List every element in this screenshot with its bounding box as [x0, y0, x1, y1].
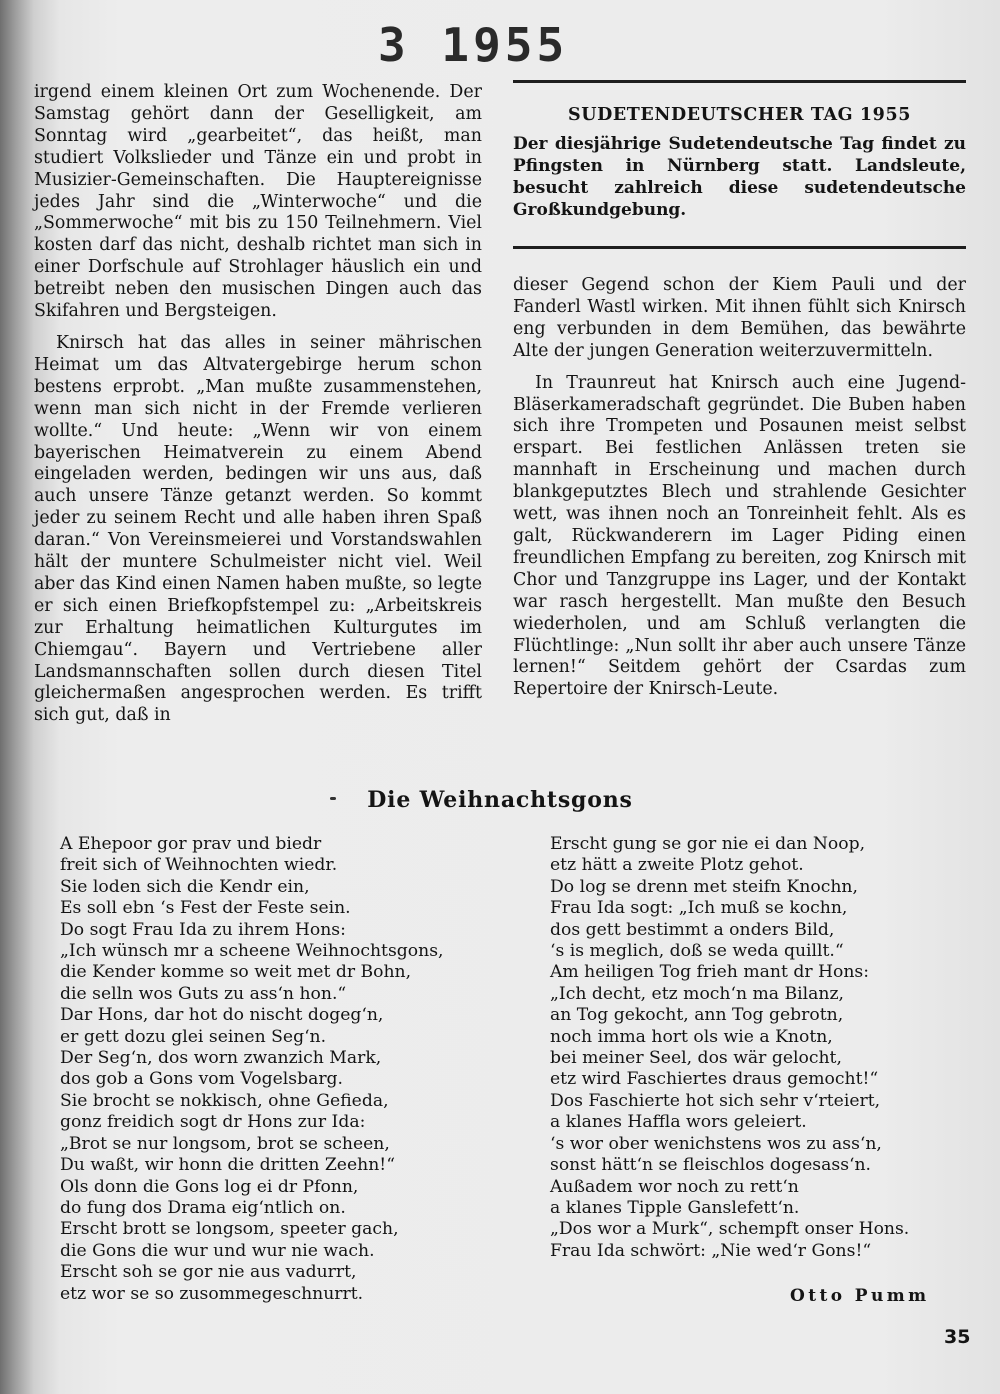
notice-box-bottom-rule — [513, 246, 966, 249]
article-paragraph: dieser Gegend schon der Kiem Pauli und der Fanderl Wastl wirken. Mit ihnen fühlt sich Knirsch eng verbunden in dem Bemühen, das bewährte Alte der jungen Generation weiterzuvermitteln. — [513, 275, 966, 361]
poem-line: Dar Hons, dar hot do nischt dogeg‘n, — [60, 1005, 384, 1026]
poem-line: Frau Ida schwört: „Nie wed‘r Gons!“ — [550, 1240, 872, 1261]
poem-line: Es soll ebn ‘s Fest der Feste sein. — [60, 898, 351, 919]
poem-line: die Gons die wur und wur nie wach. — [60, 1240, 375, 1261]
poem-left-stanza — [60, 834, 443, 1305]
poem-line: Erscht gung se gor nie ei dan Noop, — [550, 834, 866, 854]
poem-line: freit sich of Weihnochten wiedr. — [60, 855, 338, 876]
year-stamp: 3 1955 — [378, 18, 569, 72]
poem-line: ‘s is meglich, doß se weda quillt.“ — [550, 941, 844, 962]
poem-line: Sie loden sich die Kendr ein, — [60, 876, 310, 897]
poem-line: Außadem wor noch zu rett‘n — [550, 1176, 799, 1197]
poem-line: etz wird Faschiertes draus gemocht!“ — [550, 1069, 879, 1090]
poem-line: Sie brocht se nokkisch, ohne Gefieda, — [60, 1090, 389, 1111]
poem-line: bei meiner Seel, dos wär gelocht, — [550, 1048, 842, 1069]
notice-title: SUDETENDEUTSCHER TAG 1955 — [567, 105, 912, 125]
poem-line: Dos Faschierte hot sich sehr v‘rteiert, — [550, 1090, 881, 1111]
poem-line: „Brot se nur longsom, brot se scheen, — [60, 1133, 390, 1154]
poem-line: „Ich wünsch mr a scheene Weihnochtsgons, — [60, 941, 444, 962]
poem-line: die selln wos Guts zu ass‘n hon.“ — [60, 983, 347, 1004]
poem-line: Frau Ida sogt: „Ich muß se kochn, — [550, 898, 848, 919]
poem-author: Otto Pumm — [790, 1286, 930, 1306]
poem-line: Do log se drenn met steifn Knochn, — [550, 876, 858, 897]
poem-line: dos gett bestimmt a onders Bild, — [550, 919, 835, 940]
poem-line: Erscht soh se gor nie aus vadurrt, — [60, 1262, 357, 1283]
poem-line: A Ehepoor gor prav und biedr — [60, 834, 322, 854]
poem-line: Erscht brott se longsom, speeter gach, — [60, 1219, 399, 1240]
poem-line: ‘s wor ober wenichstens wos zu ass‘n, — [550, 1133, 882, 1154]
poem-line: a klanes Haffla wors geleiert. — [550, 1112, 807, 1133]
poem-right-stanza — [550, 834, 909, 1262]
poem-line: do fung dos Drama eig‘ntlich on. — [60, 1197, 346, 1218]
poem-line: Am heiligen Tog frieh mant dr Hons: — [550, 962, 870, 983]
poem-line: er gett dozu glei seinen Seg‘n. — [60, 1026, 327, 1047]
poem-line: gonz freidich sogt dr Hons zur Ida: — [60, 1112, 366, 1133]
notice-box — [513, 80, 966, 221]
poem-line: noch imma hort ols wie a Knotn, — [550, 1026, 833, 1047]
poem-line: dos gob a Gons vom Vogelsbarg. — [60, 1069, 344, 1090]
article-left-column — [34, 82, 482, 727]
article-paragraph: Knirsch hat das alles in seiner mährischen Heimat um das Altvatergebirge herum schon bestens erprobt. „Man mußte zusammenstehen, wenn man sich nicht in der Fremde verlieren wollte.“ Und heute: „Wenn wir von einem bayerischen Heimatverein zu einem Abend eingeladen werden, bedingen wir uns aus, daß auch unsere Tänze getanzt werden. So kommt jeder zu seinem Recht und alle haben ihren Spaß daran.“ Von Vereinsmeierei und Vorstandswahlen hält der muntere Schulmeister nicht viel. Weil aber das Kind einen Namen haben mußte, so legte er sich einen Briefkopfstempel zu: „Arbeitskreis zur Erhaltung heimatlichen Kulturgutes im Chiemgau“. Bayern und Vertriebene aller Landsmannschaften sollen durch diesen Titel gleichermaßen angesprochen werden. Es trifft sich gut, daß in — [34, 332, 482, 726]
poem-line: Du waßt, wir honn die dritten Zeehn!“ — [60, 1155, 395, 1176]
poem-line: Do sogt Frau Ida zu ihrem Hons: — [60, 919, 346, 940]
notice-text: Der diesjährige Sudetendeutsche Tag findet zu Pfingsten in Nürnberg statt. Landsleute, besucht zahlreich diese sudetendeutsche Großkundgebung. — [513, 134, 966, 220]
poem-line: etz wor se so zusommegeschnurrt. — [60, 1283, 364, 1304]
poem-line: Der Seg‘n, dos worn zwanzich Mark, — [60, 1048, 382, 1069]
poem-line: etz hätt a zweite Plotz gehot. — [550, 855, 804, 876]
poem-line: „Dos wor a Murk“, schempft onser Hons. — [550, 1219, 910, 1240]
poem-title: Die Weihnachtsgons — [367, 787, 633, 813]
article-right-column — [513, 275, 966, 701]
page-number: 35 — [944, 1326, 971, 1348]
poem-line: a klanes Tipple Ganslefett‘n. — [550, 1197, 800, 1218]
article-paragraph: In Traunreut hat Knirsch auch eine Jugend-Bläserkameradschaft gegründet. Die Buben haben sich ihre Trompeten und Posaunen meist selbst erspart. Bei festlichen Anlässen treten sie mannhaft in Erscheinung und machen durch blankgeputztes Blech und strahlende Gesichter wett, was ihnen noch an Tonreinheit fehlt. Als es galt, Rückwanderern im Lager Piding einen freundlichen Empfang zu bereiten, zog Knirsch mit Chor und Tanzgruppe ins Lager, und der Kontakt war rasch hergestellt. Man mußte den Besuch wiederholen, und am Schluß verlangten die Flüchtlinge: „Nun sollt ihr aber auch unsere Tänze lernen!“ Seitdem gehört der Csardas zum Repertoire der Knirsch-Leute. — [513, 372, 966, 700]
poem-line: die Kender komme so weit met dr Bohn, — [60, 962, 412, 983]
poem-line: „Ich decht, etz moch‘n ma Bilanz, — [550, 983, 844, 1004]
poem-line: Ols donn die Gons log ei dr Pfonn, — [60, 1176, 359, 1197]
poem-line: sonst hätt‘n se fleischlos dogesass‘n. — [550, 1155, 872, 1176]
article-paragraph: irgend einem kleinen Ort zum Wochenende. Der Samstag gehört dann der Geselligkeit, am Sonntag wird „gearbeitet“, das heißt, man studiert Volkslieder und Tänze ein und probt in Musizier-Gemeinschaften. Die Hauptereignisse jedes Jahr sind die „Winterwoche“ und die „Sommerwoche“ mit bis zu 150 Teilnehmern. Viel kosten darf das nicht, deshalb richtet man sich in einer Dorfschule auf Strohlager häuslich ein und betreibt neben den musischen Dingen auch das Skifahren und Bergsteigen. — [34, 82, 482, 322]
poem-line: an Tog gekocht, ann Tog gebrotn, — [550, 1005, 844, 1026]
